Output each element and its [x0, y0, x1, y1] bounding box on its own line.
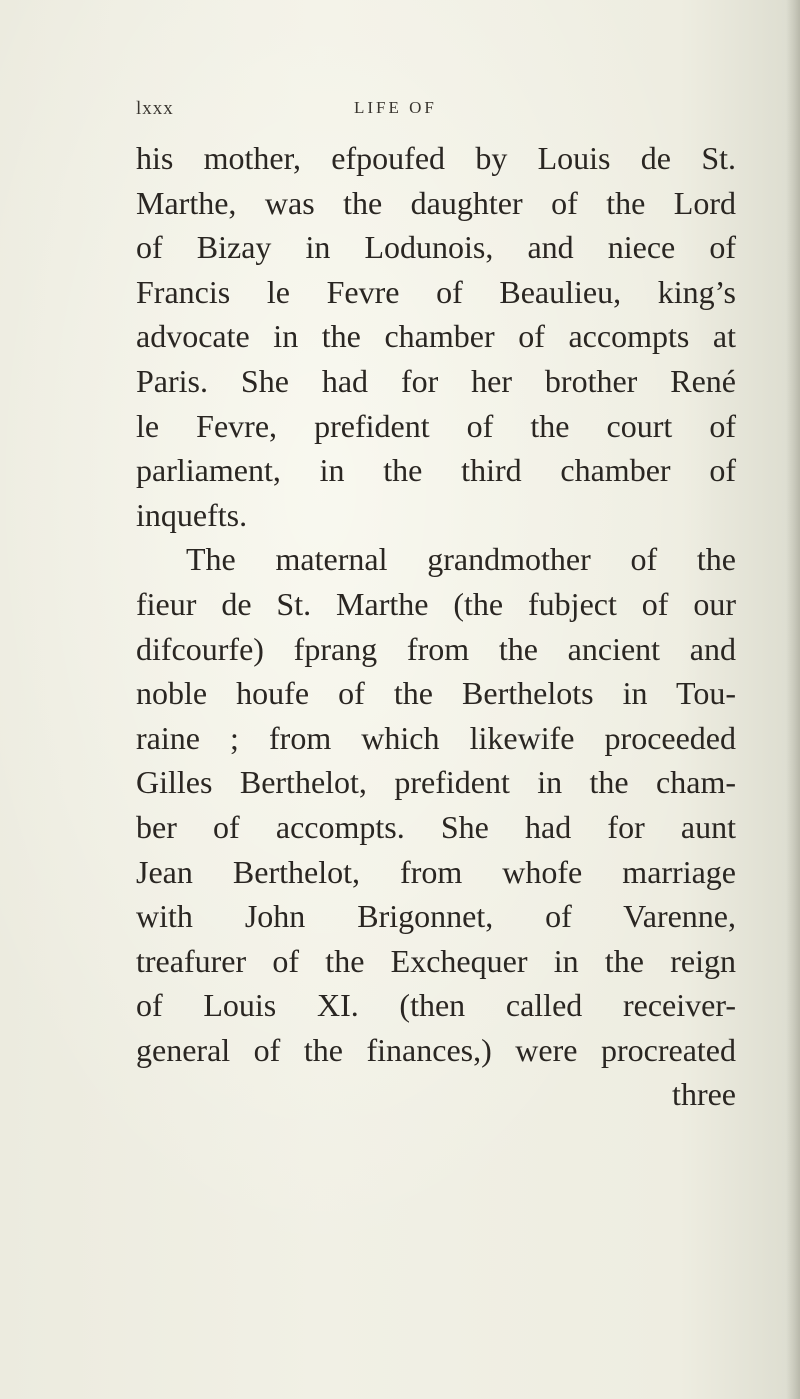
- text-line: general of the finances,) were procreated: [136, 1031, 736, 1068]
- running-head: [136, 98, 616, 128]
- text-line: Marthe, was the daughter of the Lord: [136, 184, 736, 221]
- text-line: Jean Berthelot, from whofe marriage: [136, 853, 736, 890]
- text-line: of Louis XI. (then called receiver-: [136, 987, 736, 1024]
- text-line: treafurer of the Exchequer in the reign: [136, 942, 736, 979]
- text-line: inquefts.: [136, 496, 248, 533]
- text-line: parliament, in the third chamber of: [136, 452, 736, 489]
- text-line: The maternal grandmother of the: [186, 541, 736, 578]
- text-line: le Fevre, prefident of the court of: [136, 407, 736, 444]
- text-line: ber of accompts. She had for aunt: [136, 808, 736, 845]
- text-line: fieur de St. Marthe (the fubject of our: [136, 585, 736, 622]
- page-edge-shadow: [786, 0, 800, 1399]
- text-line: his mother, efpoufed by Louis de St.: [136, 140, 736, 176]
- catchword: three: [672, 1076, 736, 1113]
- text-line: noble houfe of the Berthelots in Tou-: [136, 675, 736, 712]
- text-line: difcourfe) fprang from the ancient and: [136, 630, 736, 667]
- text-line: Gilles Berthelot, prefident in the cham-: [136, 764, 736, 801]
- page-number: lxxx: [136, 98, 174, 119]
- text-line: of Bizay in Lodunois, and niece of: [136, 229, 736, 266]
- text-line: Paris. She had for her brother René: [136, 362, 736, 399]
- text-line: advocate in the chamber of accompts at: [136, 318, 736, 355]
- body-text: [136, 136, 736, 1117]
- text-line: raine ; from which likewife proceeded: [136, 719, 736, 756]
- text-line: Francis le Fevre of Beaulieu, king’s: [136, 273, 736, 310]
- text-line: with John Brigonnet, of Varenne,: [136, 898, 736, 935]
- running-head-title: LIFE OF: [354, 98, 437, 117]
